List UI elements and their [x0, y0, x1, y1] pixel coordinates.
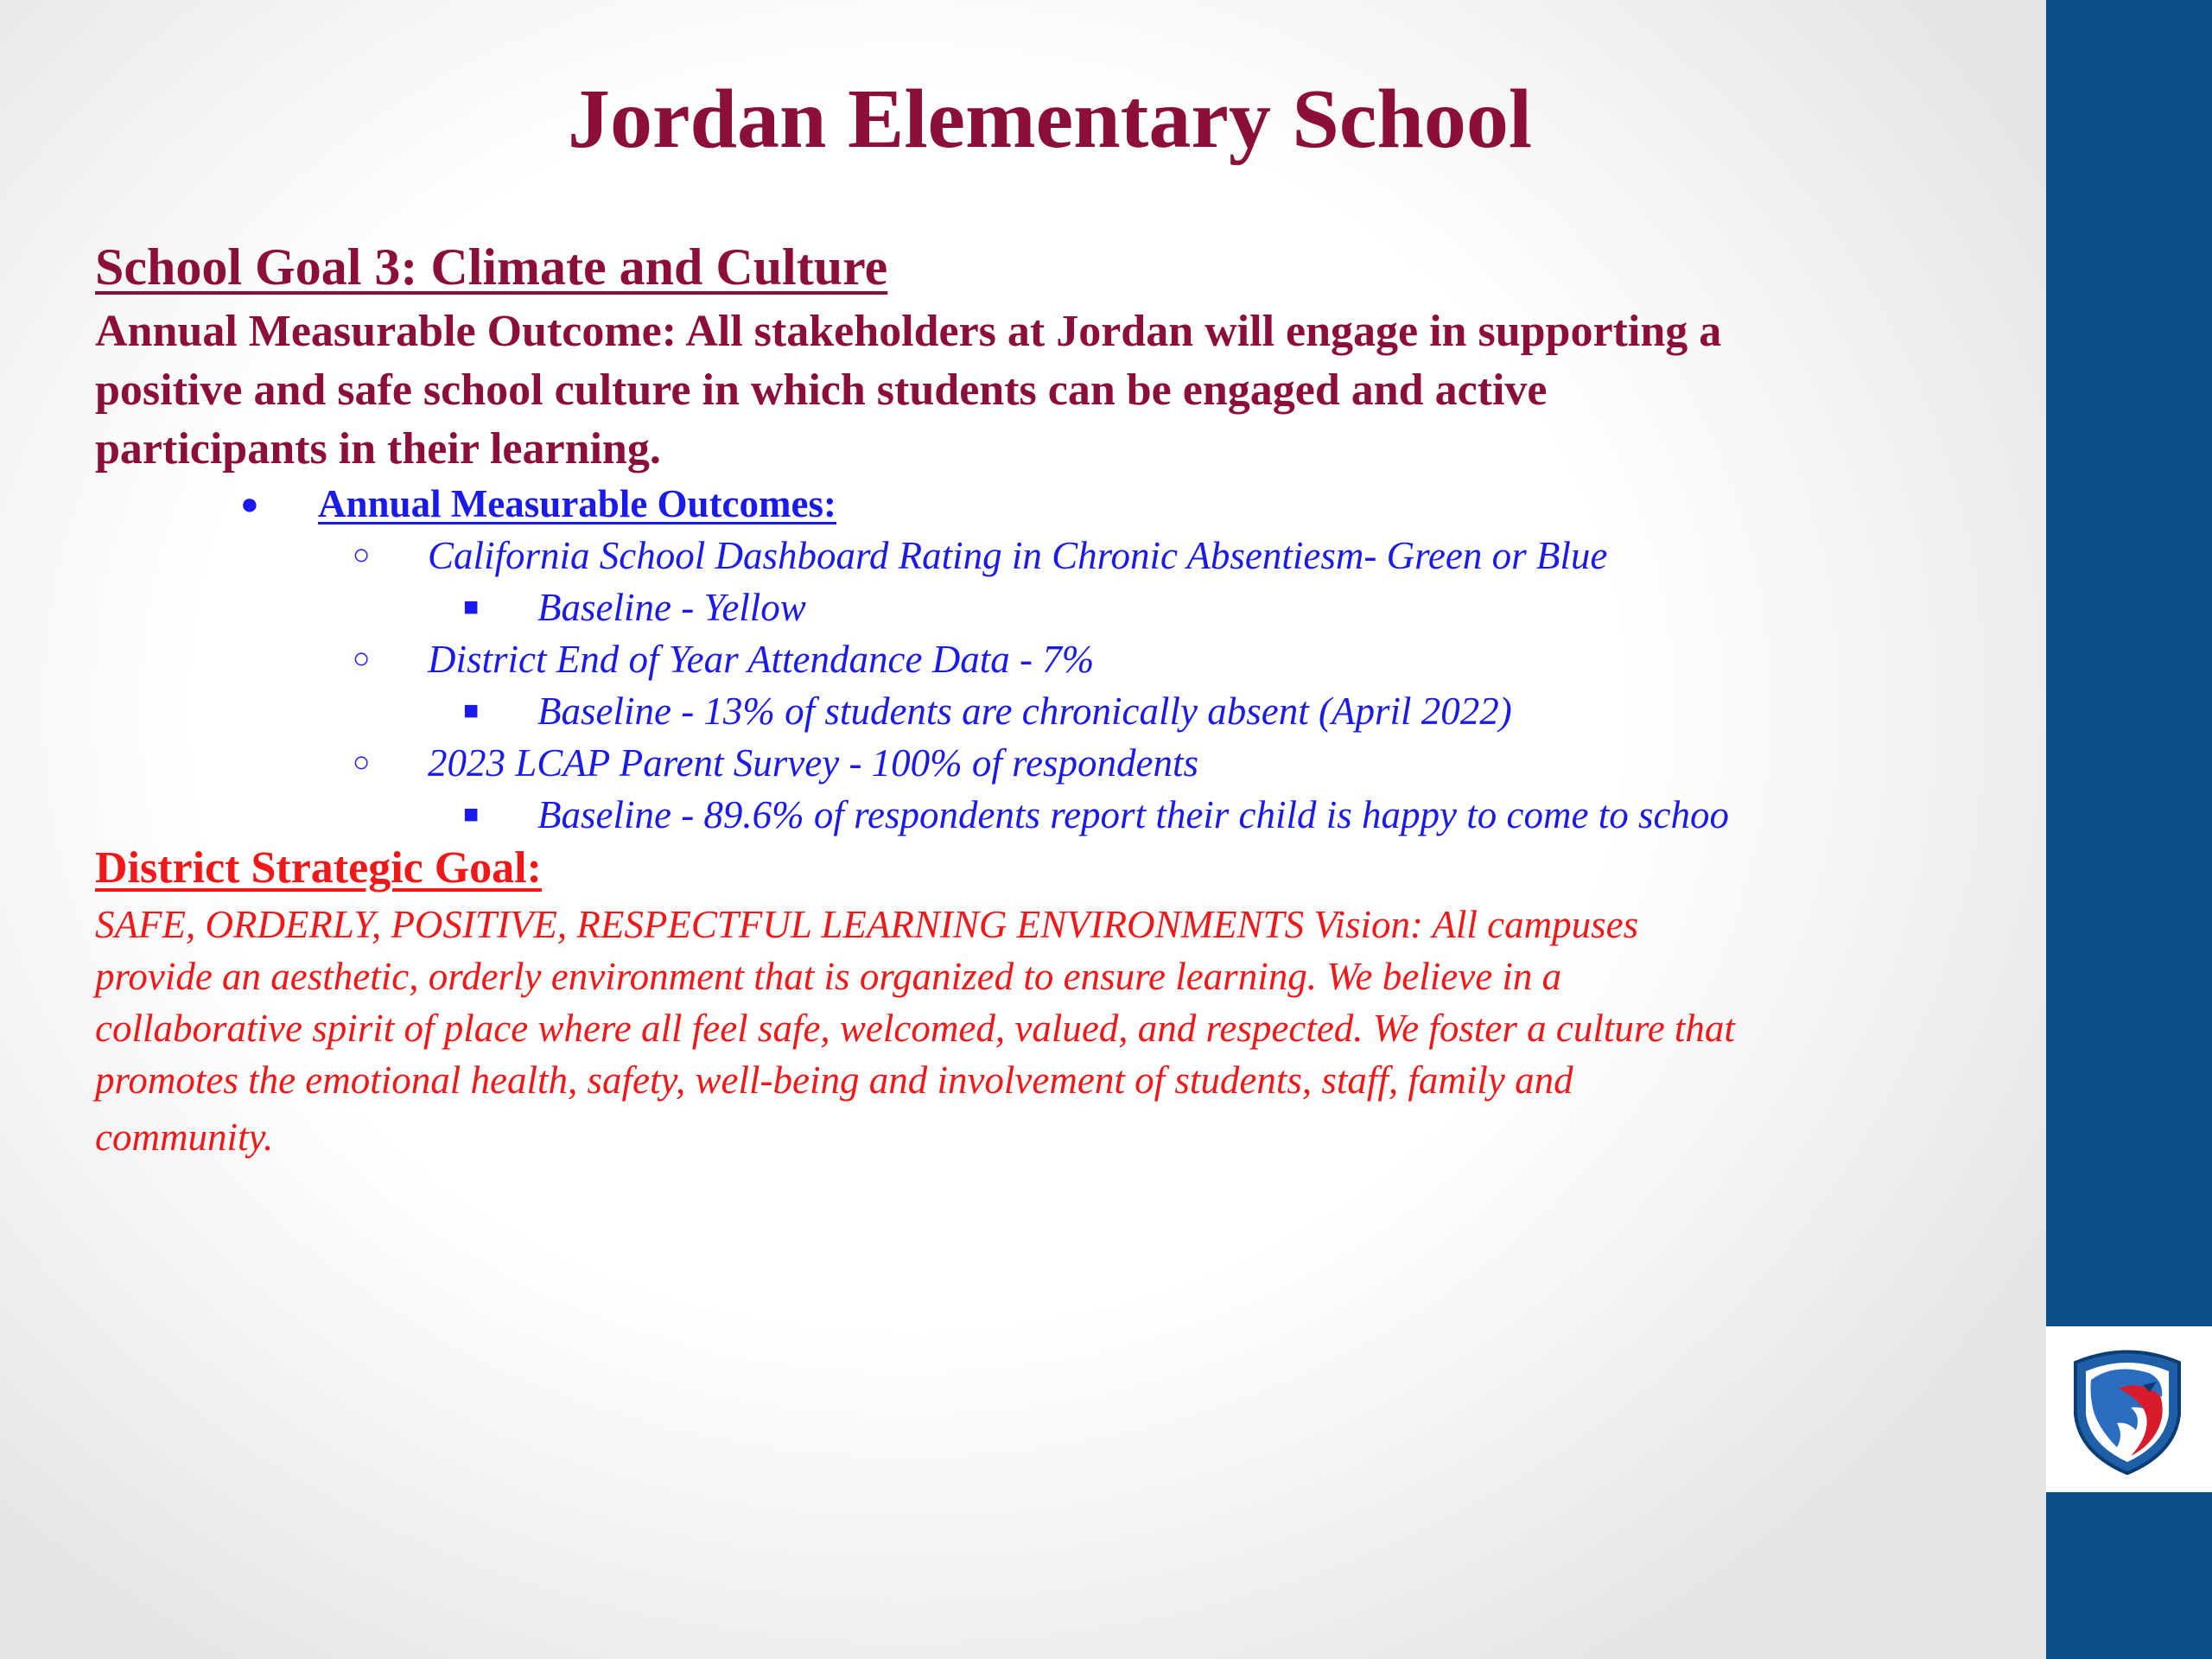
list-item: District End of Year Attendance Data - 7% [428, 638, 1095, 681]
goal-heading: School Goal 3: Climate and Culture [95, 238, 888, 296]
annual-outcome-line: participants in their learning. [95, 424, 661, 474]
list-subitem-baseline: Baseline - 13% of students are chronically absent (April 2022) [537, 690, 1512, 733]
list-bullet-filled-circle: ● [240, 486, 259, 521]
list-bullet-hollow-circle: ○ [353, 643, 371, 675]
annual-outcome-line: positive and safe school culture in which students can be engaged and active [95, 365, 1548, 415]
list-bullet-square: ■ [463, 696, 480, 725]
list-bullet-hollow-circle: ○ [353, 747, 371, 779]
list-item: California School Dashboard Rating in Chronic Absentiesm- Green or Blue [428, 534, 1608, 577]
list-subitem-baseline: Baseline - 89.6% of respondents report their child is happy to come to schoo [537, 793, 1729, 836]
slide-title: Jordan Elementary School [567, 73, 1533, 166]
annual-outcome-line: Annual Measurable Outcome: All stakeholders at Jordan will engage in supporting a [95, 307, 1722, 356]
district-goal-line: SAFE, ORDERLY, POSITIVE, RESPECTFUL LEARNING ENVIRONMENTS Vision: All campuses [95, 903, 1639, 946]
district-goal-line: collaborative spirit of place where all feel safe, welcomed, valued, and respected. We foster a culture that [95, 1007, 1735, 1050]
district-goal-line: community. [95, 1116, 274, 1159]
district-goal-line: promotes the emotional health, safety, well-being and involvement of students, staff, family and [95, 1058, 1573, 1102]
list-item: 2023 LCAP Parent Survey - 100% of respondents [428, 741, 1198, 785]
list-bullet-square: ■ [463, 593, 480, 621]
logo-panel [2046, 1326, 2212, 1492]
district-goal-line: provide an aesthetic, orderly environment that is organized to ensure learning. We believe in a [95, 955, 1562, 998]
list-bullet-hollow-circle: ○ [353, 539, 371, 571]
outcomes-list [0, 0, 2046, 864]
district-goal-heading: District Strategic Goal: [95, 843, 542, 893]
list-subitem-baseline: Baseline - Yellow [537, 586, 806, 629]
eagle-shield-logo-icon [2067, 1345, 2188, 1475]
outcomes-list-heading: Annual Measurable Outcomes: [318, 482, 836, 525]
district-goal-paragraph [95, 899, 1961, 1163]
list-bullet-square: ■ [463, 800, 480, 829]
